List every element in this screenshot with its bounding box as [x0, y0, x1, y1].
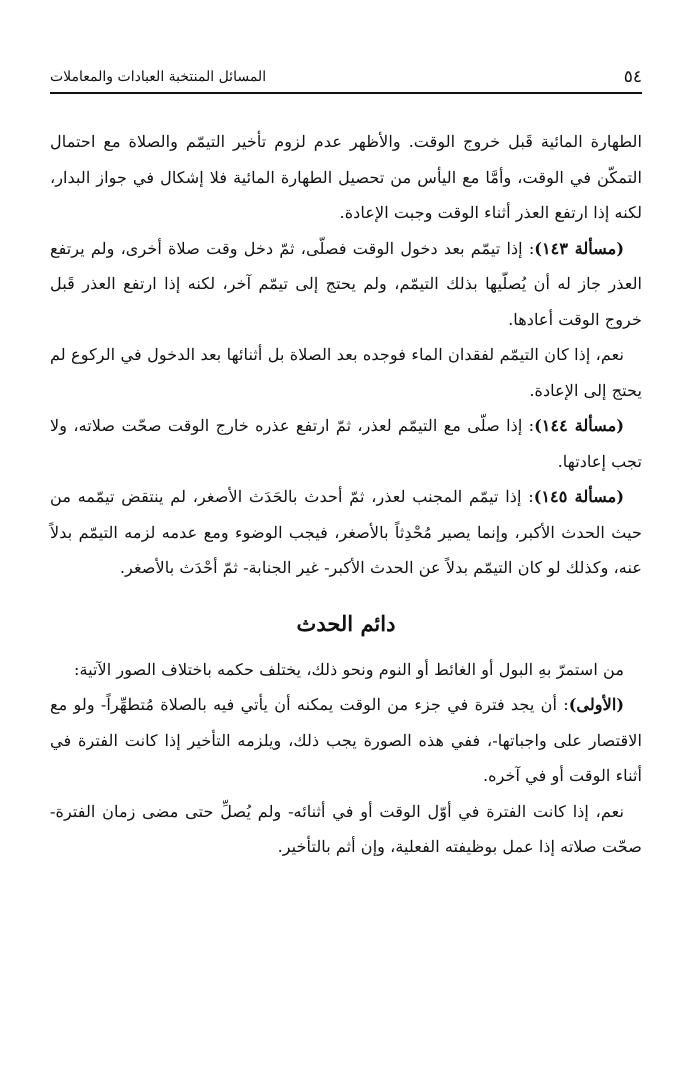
paragraph-text: : إذا تيمّم بعد دخول الوقت فصلّى، ثمّ دخل وقت صلاة أخرى، ولم يرتفع العذر جاز له أن يُصلّيها بذلك التيمّم، ولم يحتج إلى تيمّم آخر، لكنه إذا ارتفع العذر قَبل خروج الوقت أعادها. — [50, 238, 642, 329]
issue-label: (مسألة ١٤٤) — [534, 416, 625, 435]
issue-label: (مسألة ١٤٥) — [533, 487, 624, 506]
paragraph-text: نعم، إذا كان التيمّم لفقدان الماء فوجده بعد الصلاة بل أثنائها بعد الدخول في الركوع لم يحتج إلى الإعادة. — [50, 345, 642, 400]
paragraph-text: : إذا تيمّم المجنب لعذر، ثمّ أحدث بالحَدَث الأصغر، لم ينتقض تيمّمه من حيث الحدث الأكبر، وإنما يصير مُحْدِثاً بالأصغر، فيجب الوضوء ومع عدمه لزمه التيمّم بدلاً عنه، وكذلك لو كان التيمّم بدلاً عن الحدث الأكبر- غير الجنابة- ثمّ أحْدَث بالأصغر. — [50, 487, 642, 577]
paragraph — [50, 124, 642, 231]
issue-paragraph — [50, 231, 642, 338]
issue-label: (مسألة ١٤٣) — [534, 238, 625, 258]
paragraph-text: الطهارة المائية قَبل خروج الوقت. والأظهر عدم لزوم تأخير التيمّم والصلاة مع احتمال التمكّن في الوقت، وأمَّا مع اليأس من تحصيل الطهارة المائية فلا إشكال في جواز البدار، لكنه إذا ارتفع العذر أثناء الوقت وجبت الإعادة. — [50, 132, 642, 222]
body-text — [50, 124, 642, 865]
case-label: (الأولى) — [568, 695, 624, 714]
paragraph-text: من استمرّ بهِ البول أو الغائط أو النوم ونحو ذلك، يختلف حكمه باختلاف الصور الآتية: — [73, 659, 624, 679]
paragraph-text: : أن يجد فترة في جزء من الوقت يمكنه أن يأتي فيه بالصلاة مُتطهِّراً- ولو مع الاقتصار على واجباتها-، ففي هذه الصورة يجب ذلك، ويلزمه التأخير إذا كانت الفترة في أثناء الوقت أو في آخره. — [50, 695, 642, 785]
paragraph-text: نعم، إذا كانت الفترة في أوّل الوقت أو في أثنائه- ولم يُصلِّ حتى مضى زمان الفترة- صحّت صلاته إذا عمل بوظيفته الفعلية، وإن أثم بالتأخير. — [50, 801, 642, 856]
paragraph — [50, 337, 642, 408]
page-number: ٥٤ — [623, 67, 642, 87]
paragraph — [50, 794, 642, 865]
case-paragraph — [50, 687, 642, 794]
paragraph-text: : إذا صلّى مع التيمّم لعذر، ثمّ ارتفع عذره خارج الوقت صحّت صلاته، ولا تجب إعادتها. — [50, 416, 642, 471]
header-title: المسائل المنتخبة العبادات والمعاملات — [50, 69, 267, 85]
issue-paragraph — [50, 479, 642, 586]
issue-paragraph — [50, 408, 642, 479]
section-title: دائم الحدث — [296, 610, 396, 636]
paragraph — [50, 652, 642, 688]
running-header — [50, 62, 642, 94]
